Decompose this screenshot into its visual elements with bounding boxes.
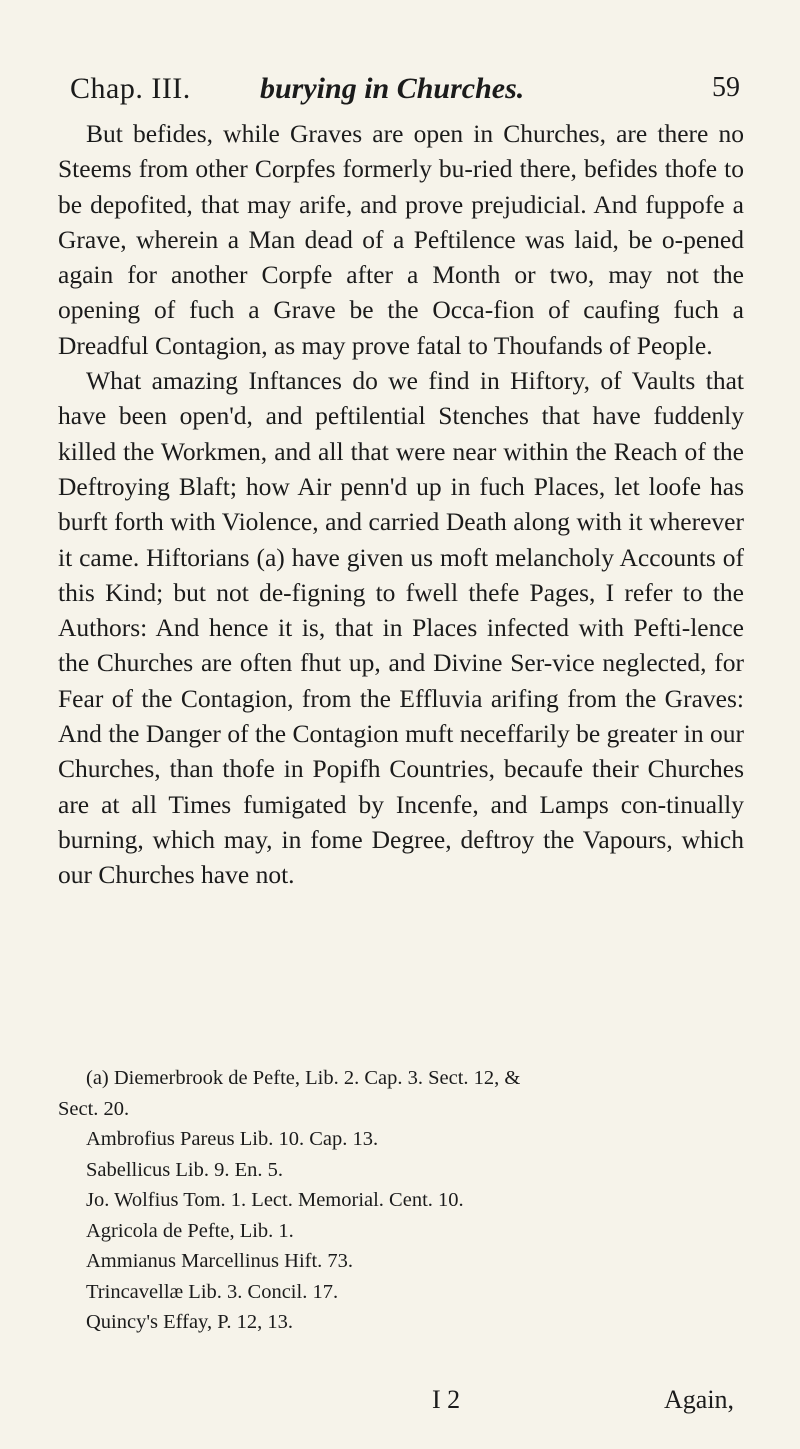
paragraph-1: But befides, while Graves are open in Churches, are there no Steems from other Corpfes formerly bu-ried there, befides thofe to be depofited, that may arife, and prove prejudicial. And fuppofe a Grave, wherein a Man dead of a Peftilence was laid, be o-pened again for another Corpfe after a Month or two, may not the opening of fuch a Grave be the Occa-fion of caufing fuch a Dreadful Contagion, as may prove fatal to Thoufands of People.	[58, 119, 744, 360]
footnote-line: Quincy's Effay, P. 12, 13.	[86, 1311, 293, 1333]
page-number: 59	[712, 72, 740, 103]
footnote-line: Jo. Wolfius Tom. 1. Lect. Memorial. Cent. 10.	[86, 1189, 464, 1211]
footnote-line: Sabellicus Lib. 9. En. 5.	[86, 1158, 284, 1181]
paragraph-2: What amazing Inftances do we find in Hiftory, of Vaults that have been open'd, and peftilential Stenches that have fuddenly killed the Workmen, and all that were near within the Reach of the Deftroying Blaft; how Air penn'd up in fuch Places, let loofe has burft forth with Violence, and carried Death along with it wherever it came. Hiftorians (a) have given us moft melancholy Accounts of this Kind; but not de-figning to fwell thefe Pages, I refer to the Authors: And hence it is, that in Places infected with Pefti-lence the Churches are often fhut up, and Divine Ser-vice neglected, for Fear of the Contagion, from the Effluvia arifing from the Graves: And the Danger of the Contagion muft neceffarily be greater in our Churches, than thofe in Popifh Countries, becaufe their Churches are at all Times fumigated by Incenfe, and Lamps con-tinually burning, which may, in fome Degree, deftroy the Vapours, which our Churches have not.	[58, 366, 744, 890]
chapter-label: Chap. III.	[70, 72, 191, 105]
footnote-line: (a) Diemerbrook de Pefte, Lib. 2. Cap. 3. Sect. 12, &	[86, 1067, 521, 1089]
running-title: burying in Churches.	[260, 72, 525, 105]
footnotes	[58, 1063, 748, 1338]
running-header	[70, 72, 740, 112]
footnote-line: Agricola de Pefte, Lib. 1.	[86, 1219, 294, 1242]
footnote-line: Sect. 20.	[58, 1097, 130, 1120]
body-text	[58, 116, 744, 893]
footnote-line: Trincavellæ Lib. 3. Concil. 17.	[86, 1280, 339, 1303]
footnote-line: Ambrofius Pareus Lib. 10. Cap. 13.	[86, 1128, 379, 1150]
catchword: Again,	[664, 1385, 735, 1414]
signature-mark: I 2	[432, 1385, 461, 1414]
footnote-line: Ammianus Marcellinus Hift. 73.	[86, 1250, 354, 1272]
